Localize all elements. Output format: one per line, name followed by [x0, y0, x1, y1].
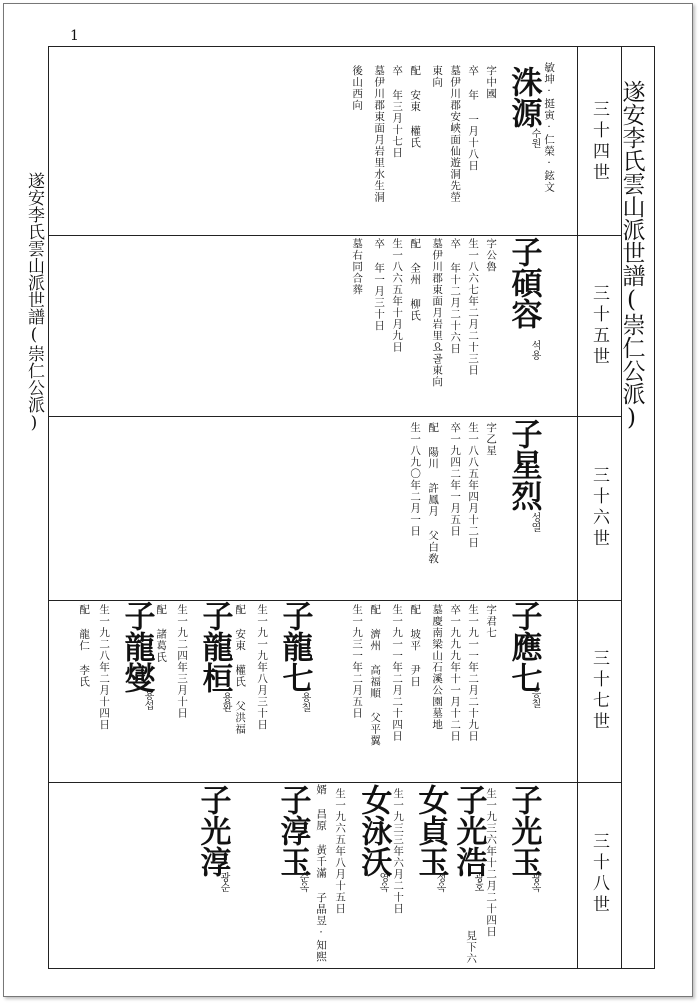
person-hangul: 응칠 [529, 688, 540, 708]
person-detail: 敏坤·挺寅·仁榮·鉉文 [543, 62, 556, 193]
person-detail: 生一九二四年三月十日 [176, 604, 189, 719]
person-detail: 配 安東 權氏 父洪福 [234, 604, 247, 735]
generation-divider [577, 47, 578, 968]
person-detail: 卒 年三月十七日 [391, 65, 404, 159]
row-divider-4 [49, 782, 621, 783]
person-detail: 生一九三一年二月五日 [351, 604, 364, 719]
person-detail: 墓伊川郡東面月岩里요골東向 [431, 238, 444, 388]
person-detail: 字乙星 [485, 422, 498, 457]
person-name: 子龍桓 [196, 600, 233, 693]
person-detail: 生一八八五年四月十二日 [467, 422, 480, 549]
person-name: 女泳沃 [355, 784, 392, 877]
person-detail: 生一九一九年八月三十日 [256, 604, 269, 731]
person-detail: 配 坡平 尹日 [409, 604, 422, 688]
person-name: 子星烈 [505, 418, 542, 511]
generation-label: 三十六世 [589, 466, 609, 550]
person-name: 子應七 [505, 600, 542, 693]
person-detail: 字中國 [485, 65, 498, 100]
person-hangul: 순옥 [297, 872, 308, 892]
person-detail: 生一九六五年八月十五日 [334, 788, 347, 915]
person-name: 子淳玉 [274, 784, 311, 877]
person-detail: 墓慶南梁山石溪公園墓地 [431, 604, 444, 731]
person-detail: 配 安東 權氏 [409, 65, 422, 149]
person-detail: 生一九三六年十二月二十四日 [485, 788, 498, 938]
person-detail: 配 全州 柳氏 [409, 238, 422, 322]
person-hangul: 석용 [529, 340, 540, 360]
person-detail: 卒 年一月三十日 [373, 238, 386, 332]
person-detail: 卒 年十二月二十六日 [449, 238, 462, 355]
page-number: 1 [70, 28, 79, 44]
book-title: 遂安李氏雲山派世譜(崇仁公派) [618, 80, 645, 431]
person-hangul: 수원 [529, 128, 540, 148]
person-detail: 生一八九〇年二月一日 [409, 422, 422, 537]
generation-label: 三十五世 [589, 284, 609, 368]
row-divider-2 [49, 416, 621, 417]
person-name: 洙源 [505, 66, 542, 128]
person-detail: 配 諸葛氏 [155, 604, 168, 663]
person-hangul: 성열 [529, 512, 540, 532]
person-detail: 東向 [431, 65, 444, 88]
person-name: 子龍七 [276, 600, 313, 693]
person-detail: 配 龍仁 李氏 [78, 604, 91, 688]
person-name: 子碩容 [505, 236, 542, 329]
person-detail: 生一九二八年二月十四日 [98, 604, 111, 731]
person-name: 子光淳 [194, 784, 231, 877]
person-detail: 生一九三三年六月二十日 [392, 788, 405, 915]
person-detail: 墓伊川郡安峽面仙遊洞先塋 [449, 65, 462, 203]
person-detail: 婿 昌原 黃千滿 子晶昱·知熙 [315, 784, 328, 963]
person-hangul: 용섭 [142, 690, 153, 710]
person-detail: 卒一九四二年一月五日 [449, 422, 462, 537]
person-name: 女貞玉 [412, 784, 449, 877]
side-title: 遂安李氏雲山派世譜(崇仁公派) [24, 172, 44, 433]
person-name: 子光浩 [450, 784, 487, 877]
person-detail: 配 濟州 高福順 父平翼 [369, 604, 382, 747]
generation-label: 三十四世 [589, 100, 609, 184]
person-detail: 字公魯 [485, 238, 498, 273]
generation-label: 三十七世 [589, 649, 609, 733]
person-detail: 卒一九九九年十一月十二日 [449, 604, 462, 742]
person-detail: 後山西向 [351, 65, 364, 111]
person-hangul: 용환 [220, 692, 231, 712]
person-hangul: 광순 [218, 872, 229, 892]
person-detail: 生一八六五年十月九日 [391, 238, 404, 353]
person-hangul: 광호 [472, 872, 483, 892]
person-hangul: 영옥 [377, 872, 388, 892]
person-detail: 配 陽川 許鳳月 父白敎 [427, 422, 440, 565]
person-detail: 生一九一一年二月二十九日 [467, 604, 480, 742]
generation-label: 三十八世 [589, 832, 609, 916]
person-detail: 字君七 [485, 604, 498, 639]
person-hangul: 정옥 [434, 872, 445, 892]
person-hangul: 용칠 [299, 692, 310, 712]
person-detail: 見下六 [465, 930, 478, 965]
person-detail: 生一九一一年二月二十四日 [391, 604, 404, 742]
person-detail: 卒 年 一月十八日 [467, 65, 480, 172]
genealogy-table [48, 46, 655, 969]
person-hangul: 광옥 [529, 872, 540, 892]
person-name: 子光玉 [505, 784, 542, 877]
person-name: 子龍燮 [118, 600, 155, 693]
person-detail: 生一八六七年二月二十三日 [467, 238, 480, 376]
person-detail: 墓伊川郡東面月岩里水生洞 [373, 65, 386, 203]
person-detail: 墓右同合葬 [351, 238, 364, 296]
